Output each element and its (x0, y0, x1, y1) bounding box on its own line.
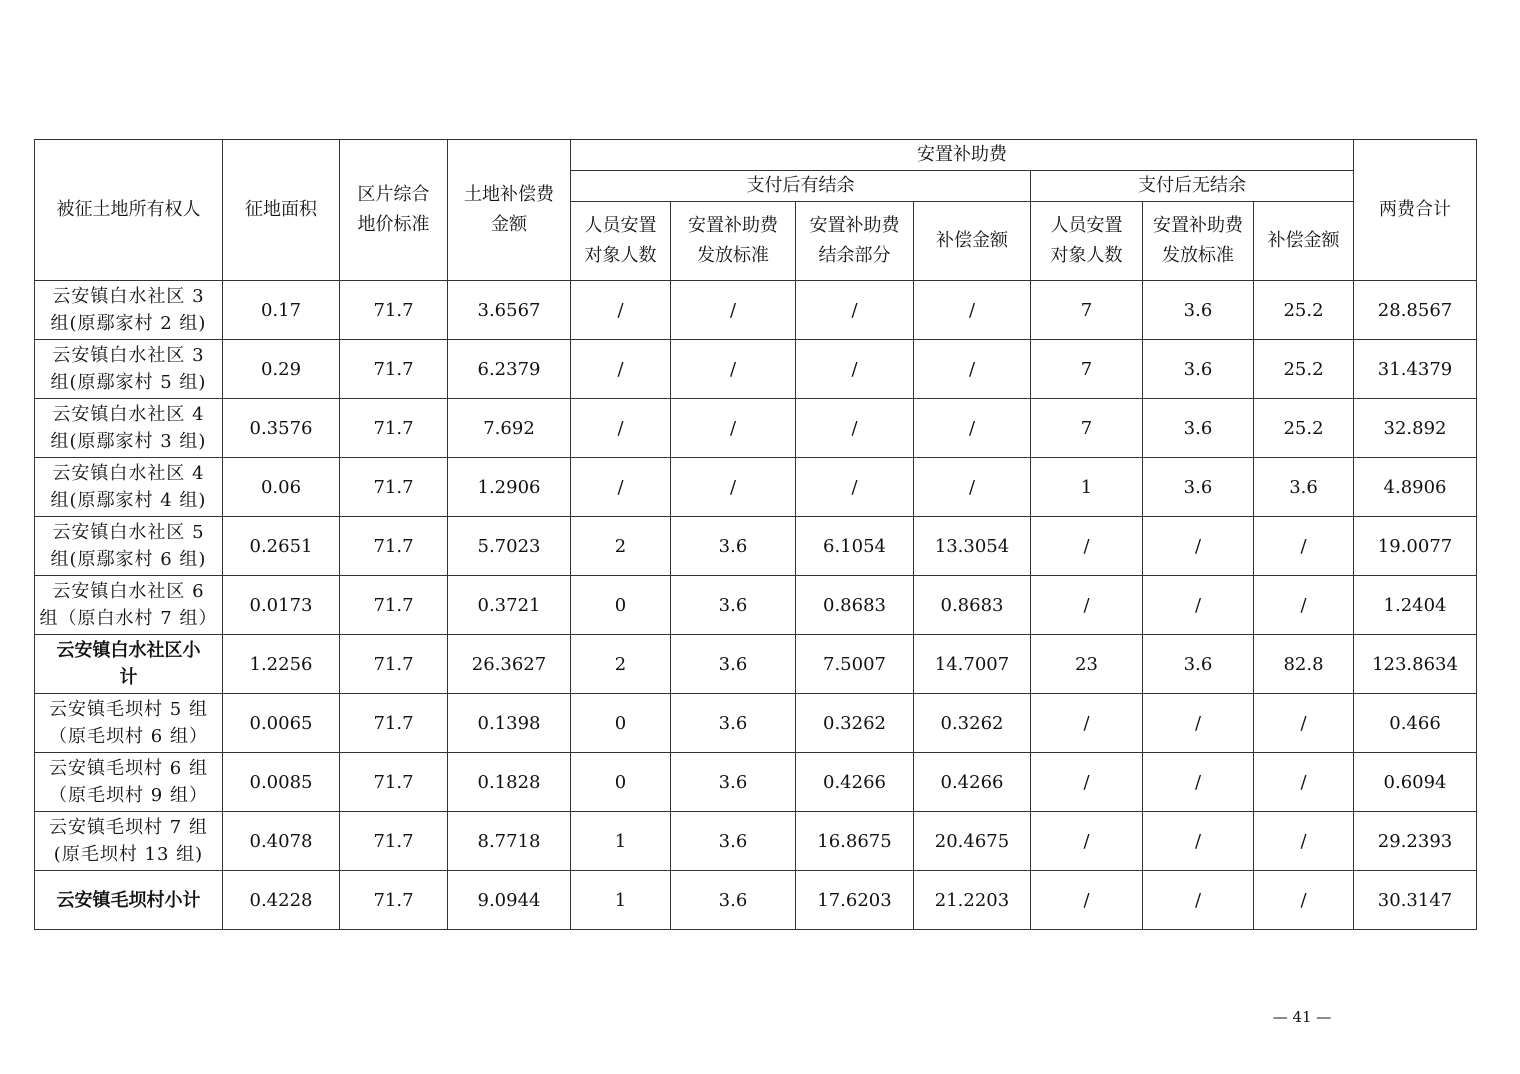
cell-owner (35, 694, 223, 753)
header-nosurplus-standard (1143, 202, 1254, 281)
cell-nosurplus-standard: 3.6 (1143, 340, 1254, 399)
subtotal-row (35, 871, 1477, 930)
owner-line1: 云安镇白水社区 6 (52, 581, 205, 602)
cell-total: 19.0077 (1354, 517, 1477, 576)
header-nosurplus-amount: 补偿金额 (1254, 202, 1354, 281)
cell-total: 32.892 (1354, 399, 1477, 458)
cell-surplus-amount: / (914, 281, 1031, 340)
header-surplus-group: 支付后有结余 (571, 171, 1031, 202)
header-nosurplus-standard-line2: 发放标准 (1162, 245, 1234, 266)
cell-land-compensation: 26.3627 (448, 635, 571, 694)
cell-price: 71.7 (340, 281, 448, 340)
cell-surplus-part: 7.5007 (796, 635, 914, 694)
table-row (35, 458, 1477, 517)
header-surplus-part (796, 202, 914, 281)
cell-nosurplus-standard: / (1143, 812, 1254, 871)
table-row (35, 517, 1477, 576)
cell-land-compensation: 0.3721 (448, 576, 571, 635)
owner-line2: 组(原鄢家村 3 组) (50, 431, 207, 452)
table-row (35, 694, 1477, 753)
cell-nosurplus-amount: / (1254, 517, 1354, 576)
cell-surplus-amount: / (914, 399, 1031, 458)
cell-nosurplus-amount: / (1254, 753, 1354, 812)
cell-surplus-amount: 0.3262 (914, 694, 1031, 753)
cell-owner (35, 340, 223, 399)
owner-line1: 云安镇毛坝村 6 组 (49, 758, 208, 779)
cell-owner (35, 281, 223, 340)
owner-line2: 计 (119, 667, 138, 688)
cell-surplus-persons: 1 (571, 871, 671, 930)
cell-land-compensation: 6.2379 (448, 340, 571, 399)
cell-land-compensation: 0.1398 (448, 694, 571, 753)
cell-surplus-persons: 0 (571, 753, 671, 812)
table-row (35, 340, 1477, 399)
cell-land-compensation: 3.6567 (448, 281, 571, 340)
cell-surplus-part: 16.8675 (796, 812, 914, 871)
cell-surplus-part: / (796, 281, 914, 340)
header-surplus-persons (571, 202, 671, 281)
cell-surplus-amount: 0.8683 (914, 576, 1031, 635)
cell-nosurplus-standard: 3.6 (1143, 458, 1254, 517)
cell-nosurplus-amount: 25.2 (1254, 399, 1354, 458)
cell-nosurplus-amount: / (1254, 694, 1354, 753)
cell-surplus-amount: 13.3054 (914, 517, 1031, 576)
cell-price: 71.7 (340, 694, 448, 753)
cell-surplus-persons: 2 (571, 635, 671, 694)
cell-nosurplus-persons: / (1031, 812, 1143, 871)
cell-nosurplus-persons: 1 (1031, 458, 1143, 517)
owner-line1: 云安镇毛坝村 7 组 (49, 817, 208, 838)
header-surplus-standard-line1: 安置补助费 (688, 215, 778, 236)
table-row (35, 753, 1477, 812)
cell-surplus-amount: 20.4675 (914, 812, 1031, 871)
cell-owner (35, 458, 223, 517)
cell-surplus-persons: / (571, 281, 671, 340)
owner-line1: 云安镇白水社区小 (56, 640, 201, 661)
owner-line1: 云安镇毛坝村小计 (56, 889, 201, 911)
cell-nosurplus-standard: 3.6 (1143, 281, 1254, 340)
cell-area: 0.06 (223, 458, 340, 517)
cell-owner (35, 871, 223, 930)
cell-nosurplus-standard: / (1143, 753, 1254, 812)
header-landcomp-line2: 金额 (491, 214, 527, 235)
cell-area: 0.4078 (223, 812, 340, 871)
cell-surplus-standard: 3.6 (671, 812, 796, 871)
cell-nosurplus-amount: 82.8 (1254, 635, 1354, 694)
cell-total: 31.4379 (1354, 340, 1477, 399)
cell-total: 1.2404 (1354, 576, 1477, 635)
table-row (35, 576, 1477, 635)
owner-line1: 云安镇白水社区 3 (52, 345, 205, 366)
cell-nosurplus-standard: 3.6 (1143, 399, 1254, 458)
header-surplus-standard (671, 202, 796, 281)
cell-surplus-standard: 3.6 (671, 635, 796, 694)
header-price-line2: 地价标准 (357, 214, 430, 235)
header-nosurplus-group: 支付后无结余 (1031, 171, 1354, 202)
cell-surplus-standard: 3.6 (671, 576, 796, 635)
cell-nosurplus-standard: / (1143, 576, 1254, 635)
table-body (35, 281, 1477, 930)
cell-surplus-part: / (796, 399, 914, 458)
cell-total: 123.8634 (1354, 635, 1477, 694)
owner-line1: 云安镇白水社区 5 (52, 522, 205, 543)
cell-nosurplus-standard: / (1143, 517, 1254, 576)
cell-total: 30.3147 (1354, 871, 1477, 930)
owner-line1: 云安镇白水社区 4 (52, 463, 205, 484)
header-nosurplus-persons (1031, 202, 1143, 281)
header-surplus-part-line1: 安置补助费 (809, 215, 900, 236)
cell-surplus-persons: 1 (571, 812, 671, 871)
cell-nosurplus-amount: 3.6 (1254, 458, 1354, 517)
cell-total: 28.8567 (1354, 281, 1477, 340)
cell-nosurplus-persons: / (1031, 753, 1143, 812)
cell-surplus-persons: / (571, 458, 671, 517)
cell-area: 0.29 (223, 340, 340, 399)
cell-surplus-part: 17.6203 (796, 871, 914, 930)
header-surplus-part-line2: 结余部分 (818, 245, 891, 266)
cell-surplus-persons: / (571, 340, 671, 399)
cell-surplus-part: 6.1054 (796, 517, 914, 576)
cell-surplus-standard: / (671, 458, 796, 517)
compensation-table (34, 139, 1477, 930)
cell-nosurplus-persons: / (1031, 694, 1143, 753)
cell-area: 0.3576 (223, 399, 340, 458)
cell-nosurplus-amount: 25.2 (1254, 281, 1354, 340)
cell-nosurplus-standard: / (1143, 871, 1254, 930)
header-nosurplus-persons-line1: 人员安置 (1050, 215, 1123, 236)
header-price-line1: 区片综合 (357, 184, 430, 205)
owner-line2: 组(原鄢家村 4 组) (50, 490, 207, 511)
cell-surplus-amount: 21.2203 (914, 871, 1031, 930)
cell-surplus-standard: 3.6 (671, 871, 796, 930)
cell-surplus-amount: 14.7007 (914, 635, 1031, 694)
table-row (35, 281, 1477, 340)
cell-nosurplus-persons: 7 (1031, 281, 1143, 340)
cell-surplus-standard: 3.6 (671, 517, 796, 576)
cell-surplus-persons: / (571, 399, 671, 458)
cell-land-compensation: 5.7023 (448, 517, 571, 576)
cell-surplus-standard: / (671, 340, 796, 399)
owner-line2: 组(原鄢家村 6 组) (50, 549, 207, 570)
owner-line1: 云安镇白水社区 3 (52, 286, 205, 307)
cell-total: 0.6094 (1354, 753, 1477, 812)
cell-price: 71.7 (340, 812, 448, 871)
table-header (35, 140, 1477, 281)
header-area: 征地面积 (223, 140, 340, 281)
table-row (35, 812, 1477, 871)
cell-nosurplus-amount: / (1254, 871, 1354, 930)
cell-surplus-standard: / (671, 399, 796, 458)
cell-owner (35, 753, 223, 812)
cell-owner (35, 635, 223, 694)
cell-price: 71.7 (340, 399, 448, 458)
cell-nosurplus-amount: / (1254, 812, 1354, 871)
header-owner: 被征土地所有权人 (35, 140, 223, 281)
header-surplus-persons-line1: 人员安置 (584, 215, 657, 236)
cell-price: 71.7 (340, 576, 448, 635)
cell-owner (35, 812, 223, 871)
cell-surplus-part: / (796, 340, 914, 399)
cell-nosurplus-persons: 7 (1031, 399, 1143, 458)
cell-nosurplus-amount: 25.2 (1254, 340, 1354, 399)
cell-area: 0.0085 (223, 753, 340, 812)
cell-total: 0.466 (1354, 694, 1477, 753)
header-landcomp (448, 140, 571, 281)
cell-surplus-persons: 2 (571, 517, 671, 576)
cell-area: 0.4228 (223, 871, 340, 930)
cell-land-compensation: 9.0944 (448, 871, 571, 930)
owner-line2: （原毛坝村 9 组） (49, 785, 208, 806)
header-nosurplus-persons-line2: 对象人数 (1050, 245, 1123, 266)
cell-owner (35, 576, 223, 635)
table-row (35, 399, 1477, 458)
cell-nosurplus-standard: 3.6 (1143, 635, 1254, 694)
cell-price: 71.7 (340, 458, 448, 517)
cell-area: 0.0173 (223, 576, 340, 635)
header-total: 两费合计 (1354, 140, 1477, 281)
cell-surplus-persons: 0 (571, 576, 671, 635)
cell-total: 4.8906 (1354, 458, 1477, 517)
header-landcomp-line1: 土地补偿费 (464, 184, 554, 205)
cell-surplus-part: 0.4266 (796, 753, 914, 812)
subtotal-row (35, 635, 1477, 694)
cell-land-compensation: 7.692 (448, 399, 571, 458)
header-subsidy-group: 安置补助费 (571, 140, 1354, 171)
owner-line1: 云安镇毛坝村 5 组 (49, 699, 208, 720)
cell-surplus-standard: / (671, 281, 796, 340)
cell-land-compensation: 8.7718 (448, 812, 571, 871)
header-surplus-standard-line2: 发放标准 (697, 245, 769, 266)
cell-total: 29.2393 (1354, 812, 1477, 871)
cell-nosurplus-persons: 23 (1031, 635, 1143, 694)
cell-nosurplus-persons: / (1031, 576, 1143, 635)
cell-land-compensation: 0.1828 (448, 753, 571, 812)
cell-surplus-persons: 0 (571, 694, 671, 753)
header-price (340, 140, 448, 281)
cell-surplus-amount: / (914, 458, 1031, 517)
cell-price: 71.7 (340, 517, 448, 576)
owner-line2: （原毛坝村 6 组） (49, 726, 208, 747)
cell-nosurplus-standard: / (1143, 694, 1254, 753)
header-nosurplus-standard-line1: 安置补助费 (1153, 215, 1243, 236)
cell-land-compensation: 1.2906 (448, 458, 571, 517)
cell-surplus-standard: 3.6 (671, 694, 796, 753)
cell-nosurplus-persons: / (1031, 871, 1143, 930)
cell-surplus-part: / (796, 458, 914, 517)
cell-owner (35, 399, 223, 458)
cell-owner (35, 517, 223, 576)
page-number: — 41 — (1272, 1008, 1332, 1026)
owner-line2: 组(原鄢家村 2 组) (50, 313, 207, 334)
owner-line2: 组（原白水村 7 组） (39, 608, 218, 629)
cell-nosurplus-persons: / (1031, 517, 1143, 576)
owner-line1: 云安镇白水社区 4 (52, 404, 205, 425)
cell-nosurplus-persons: 7 (1031, 340, 1143, 399)
cell-area: 0.17 (223, 281, 340, 340)
cell-area: 0.2651 (223, 517, 340, 576)
owner-line2: (原毛坝村 13 组) (53, 844, 204, 865)
header-surplus-amount: 补偿金额 (914, 202, 1031, 281)
cell-nosurplus-amount: / (1254, 576, 1354, 635)
cell-surplus-standard: 3.6 (671, 753, 796, 812)
cell-surplus-amount: / (914, 340, 1031, 399)
cell-area: 0.0065 (223, 694, 340, 753)
cell-price: 71.7 (340, 753, 448, 812)
cell-price: 71.7 (340, 871, 448, 930)
cell-surplus-amount: 0.4266 (914, 753, 1031, 812)
cell-area: 1.2256 (223, 635, 340, 694)
owner-line2: 组(原鄢家村 5 组) (50, 372, 207, 393)
cell-surplus-part: 0.8683 (796, 576, 914, 635)
cell-price: 71.7 (340, 635, 448, 694)
cell-price: 71.7 (340, 340, 448, 399)
cell-surplus-part: 0.3262 (796, 694, 914, 753)
header-surplus-persons-line2: 对象人数 (584, 245, 657, 266)
